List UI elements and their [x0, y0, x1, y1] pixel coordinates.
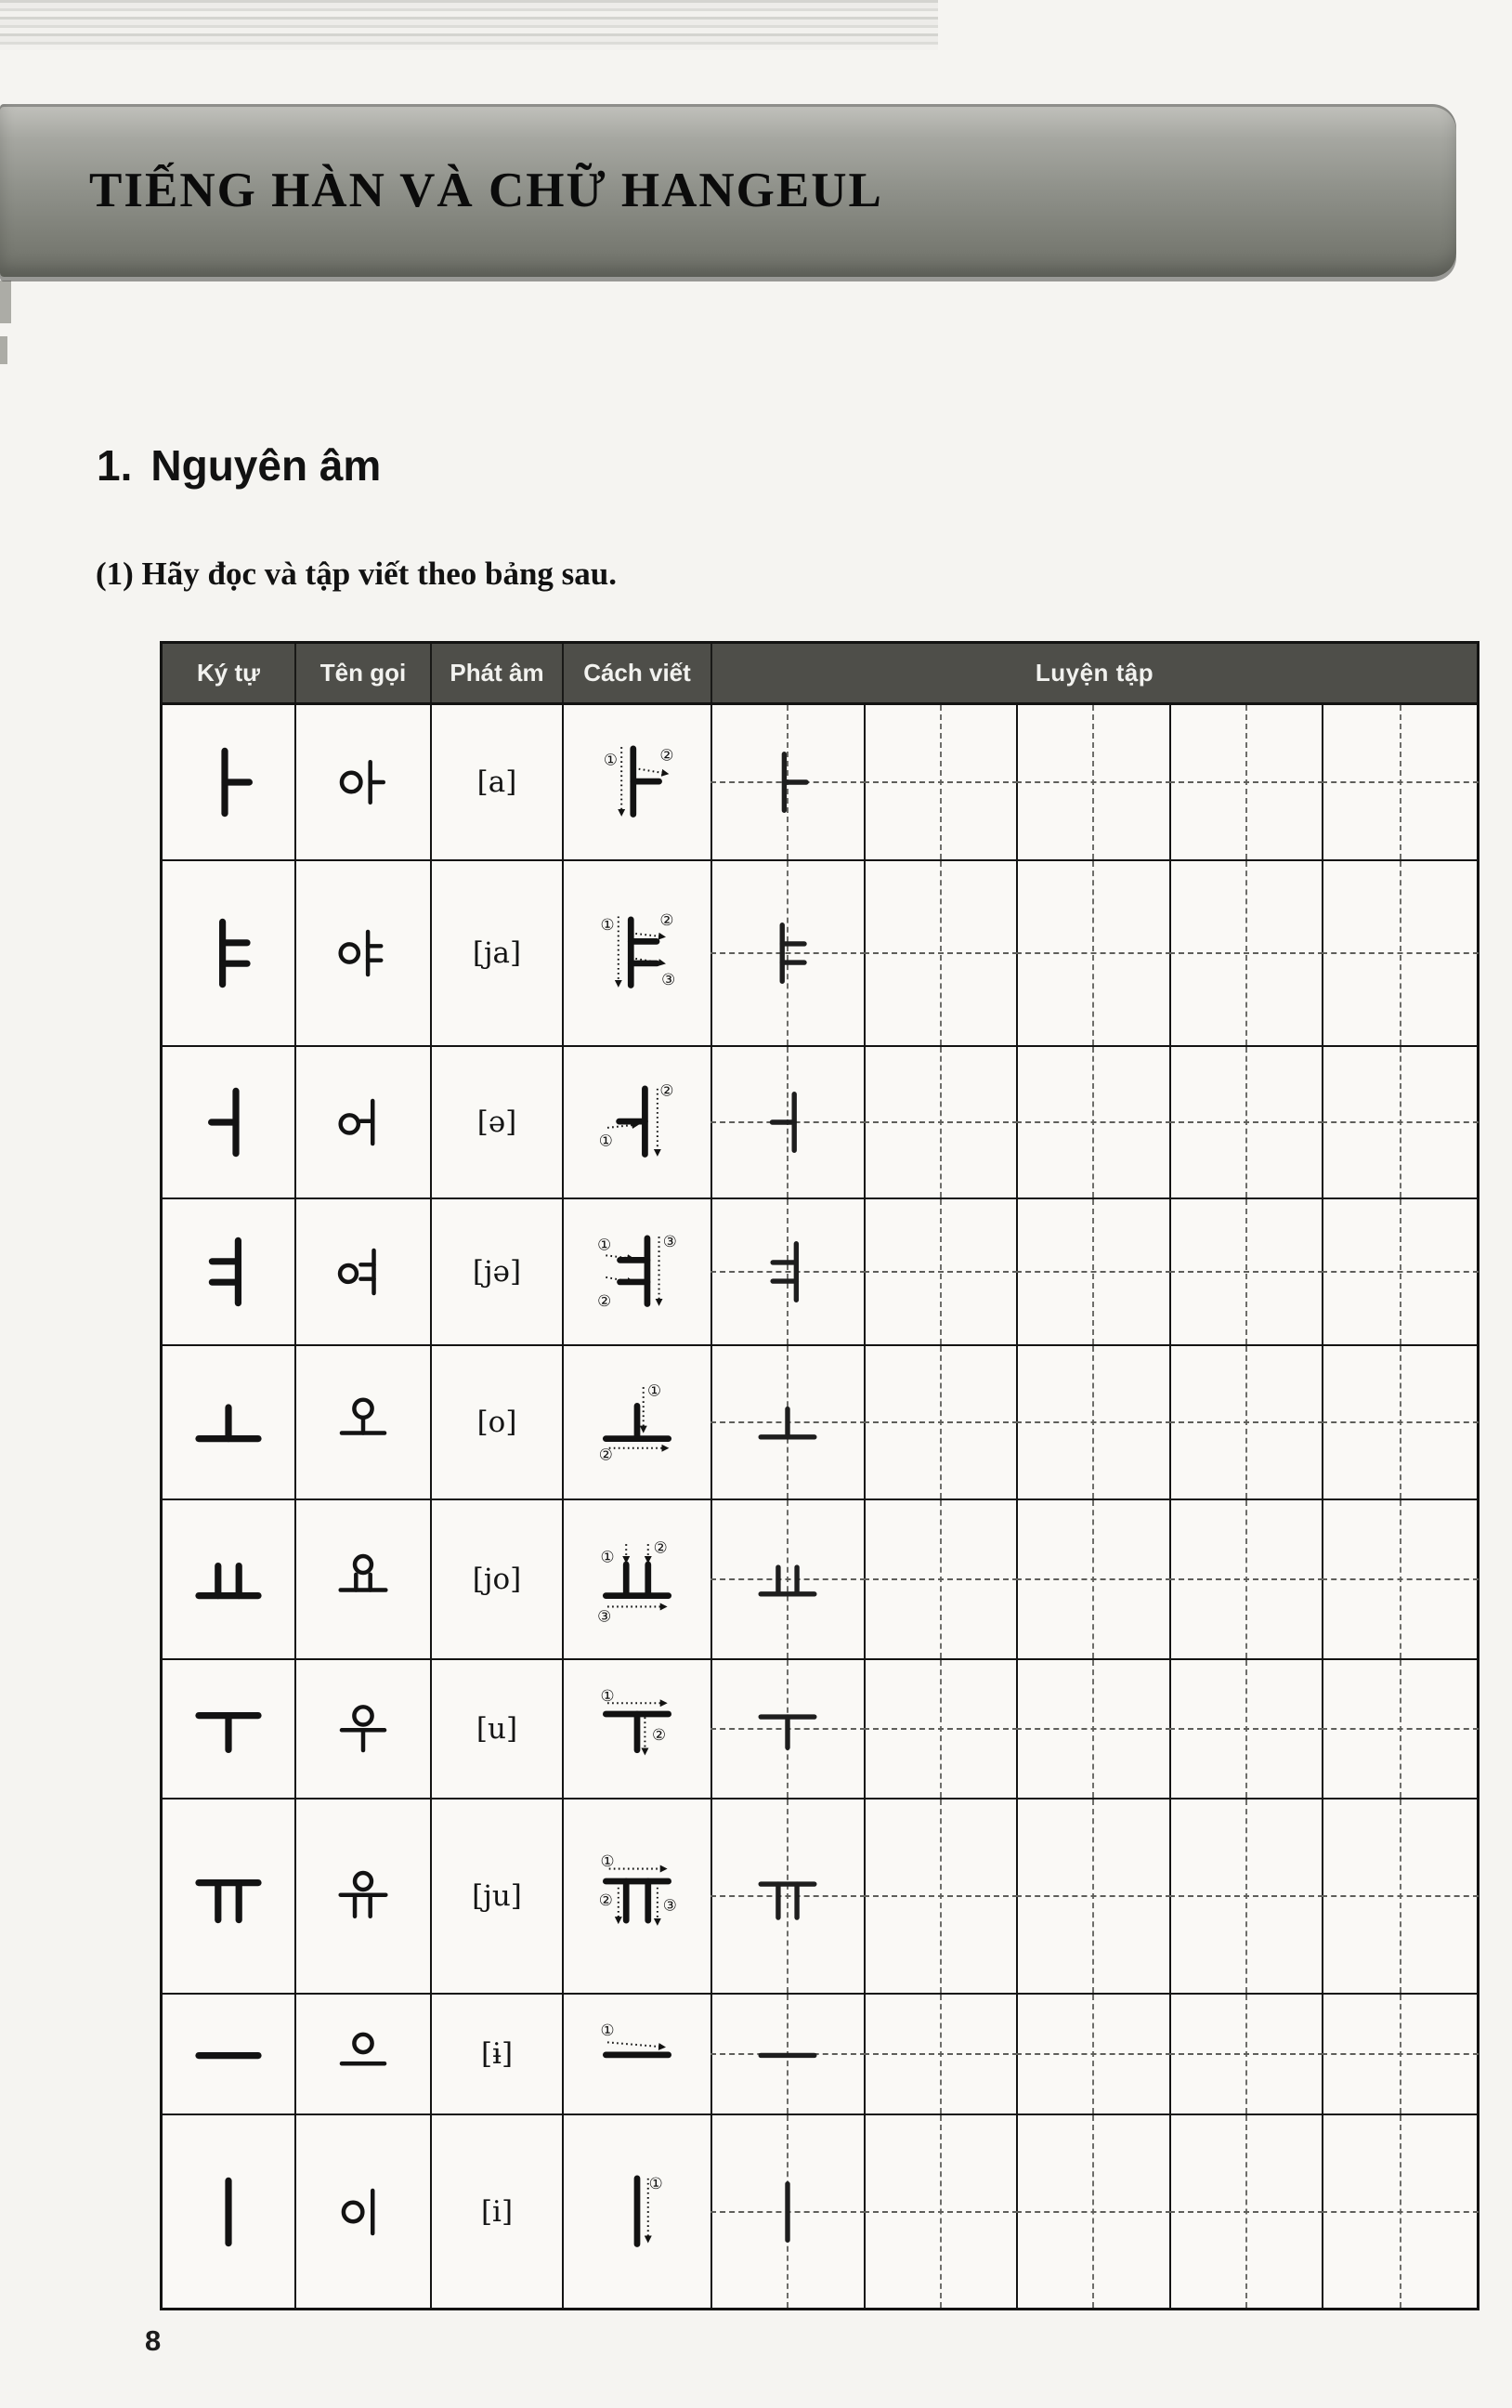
writing-cell [564, 1500, 712, 1660]
pronunciation-text: [o] [476, 1406, 517, 1439]
stroke-number: ③ [597, 1606, 612, 1626]
practice-cell [1323, 1047, 1477, 1199]
practice-cell [1323, 1995, 1477, 2115]
name-cell [296, 705, 432, 861]
stroke-number: ① [600, 1547, 615, 1566]
practice-model-glyph [754, 1238, 821, 1305]
stroke-number: ② [652, 1724, 667, 1744]
practice-cell [712, 705, 866, 861]
name-cell [296, 1047, 432, 1199]
chapter-banner [0, 104, 1456, 277]
pronunciation-text: [ju] [472, 1879, 522, 1913]
writing-cell [564, 1660, 712, 1799]
character-cell [163, 861, 296, 1047]
pronunciation-cell [432, 2115, 564, 2308]
name-cell [296, 1500, 432, 1660]
practice-cell [1018, 1346, 1171, 1500]
pronunciation-cell [432, 705, 564, 861]
practice-cell [1018, 1799, 1171, 1995]
practice-model-glyph [754, 749, 821, 816]
stroke-number: ① [600, 1685, 615, 1705]
instruction-text: (1) Hãy đọc và tập viết theo bảng sau. [96, 556, 617, 592]
pronunciation-cell [432, 1500, 564, 1660]
writing-cell [564, 861, 712, 1047]
practice-model-glyph [754, 920, 821, 987]
stroke-number: ① [600, 2020, 615, 2039]
stroke-order-diagram [587, 2005, 687, 2103]
practice-cell [712, 1995, 866, 2115]
stroke-number: ② [659, 745, 674, 765]
stroke-order-diagram [587, 1073, 687, 1171]
name-glyph [333, 1393, 393, 1452]
header-cell-pronunciation: Phát âm [432, 644, 564, 702]
pronunciation-text: [i] [480, 2194, 514, 2229]
stroke-order-diagram [587, 1223, 687, 1321]
character-cell [163, 1199, 296, 1346]
writing-cell [564, 1199, 712, 1346]
practice-cell [712, 2115, 866, 2308]
stroke-order-diagram [587, 1680, 687, 1778]
practice-cell [1323, 1346, 1477, 1500]
practice-cell [866, 1500, 1019, 1660]
practice-cell [866, 1799, 1019, 1995]
scan-artifact-left [0, 281, 11, 323]
writing-cell [564, 1995, 712, 2115]
stroke-number: ① [646, 1381, 662, 1400]
pronunciation-text: [jo] [472, 1563, 522, 1596]
table-row [163, 1199, 1477, 1346]
practice-cell [1018, 1199, 1171, 1346]
writing-cell [564, 705, 712, 861]
practice-cell [712, 1799, 866, 1995]
table-body [163, 705, 1477, 2308]
practice-cell [1323, 1799, 1477, 1995]
name-glyph [333, 752, 393, 812]
stroke-number: ① [597, 1235, 612, 1254]
character-cell [163, 1995, 296, 2115]
pronunciation-cell [432, 1660, 564, 1799]
stroke-arrow [639, 769, 667, 774]
practice-model-glyph [754, 1089, 821, 1156]
practice-cell [1018, 1660, 1171, 1799]
practice-model-glyph [754, 1863, 821, 1930]
practice-cell [1018, 861, 1171, 1047]
practice-model-glyph [754, 1546, 821, 1613]
practice-cell [1018, 1500, 1171, 1660]
practice-cell [712, 1199, 866, 1346]
scan-artifact-left-2 [0, 336, 7, 364]
practice-cell [1323, 2115, 1477, 2308]
pronunciation-cell [432, 1047, 564, 1199]
header-cell-practice: Luyện tập [1035, 659, 1154, 687]
practice-cell [712, 1660, 866, 1799]
header-cell-character: Ký tự [163, 644, 296, 702]
practice-cell [712, 1500, 866, 1660]
stroke-number: ② [659, 910, 674, 929]
writing-cell [564, 1346, 712, 1500]
pronunciation-text: [u] [476, 1712, 518, 1746]
banner-title: TIẾNG HÀN VÀ CHỮ HANGEUL [89, 164, 883, 217]
pronunciation-text: [jə] [472, 1255, 522, 1289]
character-glyph [191, 2175, 266, 2249]
practice-cell [866, 1995, 1019, 2115]
table-row [163, 1660, 1477, 1799]
header-cell-name: Tên gọi [296, 644, 432, 702]
character-glyph [191, 1085, 266, 1159]
table-row [163, 861, 1477, 1047]
pronunciation-text: [ə] [476, 1106, 517, 1139]
character-glyph [191, 1542, 266, 1616]
character-glyph [191, 1385, 266, 1459]
practice-cell [1323, 705, 1477, 861]
name-glyph [333, 1550, 393, 1609]
table-row [163, 1346, 1477, 1500]
name-glyph [333, 1699, 393, 1759]
practice-cell [712, 861, 866, 1047]
stroke-order-diagram [587, 904, 687, 1002]
stroke-order-diagram [587, 1847, 687, 1945]
section-heading [97, 440, 381, 491]
stroke-number: ② [659, 1080, 674, 1100]
stroke-arrow [607, 1125, 637, 1128]
stroke-number: ① [648, 2173, 663, 2192]
table-row [163, 1995, 1477, 2115]
pronunciation-cell [432, 1799, 564, 1995]
practice-cell [866, 1199, 1019, 1346]
stroke-number: ③ [662, 1232, 677, 1251]
practice-cell [1171, 1346, 1324, 1500]
character-cell [163, 1500, 296, 1660]
stroke-order-diagram [587, 1530, 687, 1629]
stroke-number: ① [603, 750, 618, 769]
section-number: 1. [97, 441, 133, 490]
stroke-order-diagram [587, 2163, 687, 2261]
practice-cell [866, 861, 1019, 1047]
practice-cell [1171, 705, 1324, 861]
stroke-number: ③ [662, 1895, 677, 1915]
character-cell [163, 1047, 296, 1199]
practice-cell [1171, 1500, 1324, 1660]
practice-cell [866, 1047, 1019, 1199]
writing-cell [564, 2115, 712, 2308]
writing-cell [564, 1799, 712, 1995]
character-glyph [191, 1235, 266, 1309]
scan-artifact-top [0, 0, 938, 50]
pronunciation-cell [432, 1346, 564, 1500]
practice-cell [1171, 1995, 1324, 2115]
character-glyph [191, 1859, 266, 1933]
pronunciation-cell [432, 1199, 564, 1346]
character-cell [163, 705, 296, 861]
table-row [163, 705, 1477, 861]
stroke-arrow [635, 934, 663, 936]
name-glyph [333, 1242, 393, 1302]
stroke-number: ② [597, 1291, 612, 1311]
character-cell [163, 1660, 296, 1799]
page-number: 8 [145, 2324, 162, 2357]
practice-cell [712, 1047, 866, 1199]
pronunciation-cell [432, 1995, 564, 2115]
practice-cell [866, 2115, 1019, 2308]
practice-cell [1018, 1995, 1171, 2115]
practice-cell [1323, 1199, 1477, 1346]
name-cell [296, 1995, 432, 2115]
practice-cell [866, 705, 1019, 861]
practice-model-glyph [754, 1389, 821, 1456]
practice-cell [866, 1660, 1019, 1799]
stroke-number: ② [598, 1445, 613, 1464]
stroke-number: ① [600, 914, 615, 934]
pronunciation-text: [ɨ] [480, 2037, 514, 2071]
practice-model-glyph [754, 2179, 821, 2245]
practice-cell [1323, 861, 1477, 1047]
stroke-number: ② [653, 1538, 668, 1557]
name-glyph [333, 2024, 393, 2084]
practice-cell [1171, 1799, 1324, 1995]
writing-cell [564, 1047, 712, 1199]
stroke-number: ① [600, 1852, 615, 1871]
practice-cell [1323, 1500, 1477, 1660]
practice-cell [1018, 2115, 1171, 2308]
name-cell [296, 1346, 432, 1500]
stroke-order-diagram [587, 733, 687, 831]
practice-cell [1171, 2115, 1324, 2308]
name-glyph [333, 1866, 393, 1926]
practice-cell [1018, 705, 1171, 861]
character-cell [163, 2115, 296, 2308]
section-title: Nguyên âm [150, 441, 382, 490]
character-glyph [191, 1692, 266, 1766]
vowel-table [160, 641, 1479, 2310]
pronunciation-text: [a] [476, 766, 517, 799]
table-header-row [163, 644, 1477, 705]
character-glyph [191, 745, 266, 819]
table-row [163, 1047, 1477, 1199]
table-row [163, 1500, 1477, 1660]
practice-model-glyph [754, 1695, 821, 1762]
name-cell [296, 1199, 432, 1346]
practice-cell [866, 1346, 1019, 1500]
practice-cell [1171, 861, 1324, 1047]
stroke-number: ③ [661, 969, 676, 988]
stroke-order-diagram [587, 1373, 687, 1472]
header-cell-writing: Cách viết [564, 644, 712, 702]
name-cell [296, 1660, 432, 1799]
character-cell [163, 1799, 296, 1995]
name-cell [296, 861, 432, 1047]
name-glyph [333, 923, 393, 983]
practice-cell [1323, 1660, 1477, 1799]
character-glyph [191, 916, 266, 990]
name-glyph [333, 2182, 393, 2242]
pronunciation-text: [ja] [472, 936, 522, 970]
table-row [163, 2115, 1477, 2308]
practice-cell [1171, 1199, 1324, 1346]
table-row [163, 1799, 1477, 1995]
character-cell [163, 1346, 296, 1500]
character-glyph [191, 2017, 266, 2091]
stroke-arrow [607, 2042, 664, 2047]
practice-cell [1171, 1660, 1324, 1799]
practice-cell [1171, 1047, 1324, 1199]
pronunciation-cell [432, 861, 564, 1047]
practice-model-glyph [754, 2021, 821, 2087]
name-cell [296, 2115, 432, 2308]
name-glyph [333, 1093, 393, 1152]
stroke-number: ② [598, 1891, 613, 1910]
practice-cell [712, 1346, 866, 1500]
practice-cell [1018, 1047, 1171, 1199]
name-cell [296, 1799, 432, 1995]
stroke-number: ① [598, 1131, 613, 1150]
